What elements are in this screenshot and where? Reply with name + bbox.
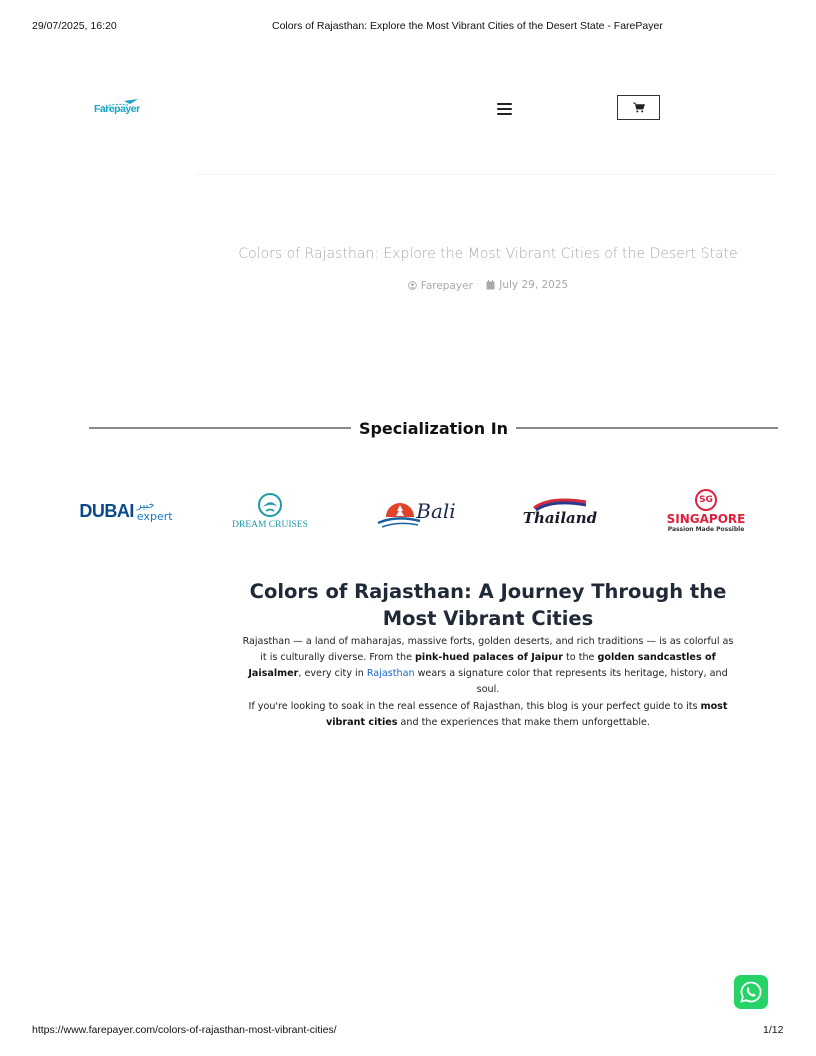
divider-left bbox=[89, 427, 351, 429]
cart-icon bbox=[633, 102, 645, 113]
whatsapp-icon bbox=[739, 980, 763, 1004]
brand-logo-dream-cruises[interactable] bbox=[224, 484, 316, 538]
article-paragraph-2: If you're looking to soak in the real essence of Rajasthan, this blog is your perfect guide to its most vibrant cities and the experiences that make them unforgettable. bbox=[248, 701, 728, 728]
logo-text: Farepayer bbox=[94, 103, 140, 115]
bali-wordmark: Bali bbox=[416, 499, 456, 523]
specialization-heading-row bbox=[89, 416, 778, 440]
print-page-number: 1/12 bbox=[763, 1024, 784, 1036]
dubai-sub: expert bbox=[136, 510, 173, 523]
brand-logo-singapore[interactable] bbox=[660, 484, 752, 538]
header-divider bbox=[195, 174, 775, 175]
author-name: Farepayer bbox=[420, 279, 473, 292]
brand-logo-dubai[interactable] bbox=[80, 484, 172, 538]
cart-button[interactable] bbox=[617, 95, 660, 120]
print-url: https://www.farepayer.com/colors-of-rajasthan-most-vibrant-cities/ bbox=[32, 1024, 337, 1036]
author-icon bbox=[408, 281, 417, 290]
article-paragraph-1: Rajasthan — a land of maharajas, massive forts, golden deserts, and rich traditions — is as colorful as it is culturally diverse. From the pink-hued palaces of Jaipur to the golden sandcastles of Jaisalmer, every city in Rajasthan wears a signature color that represents its heritage, history, and soul. bbox=[242, 636, 734, 695]
singapore-tagline: Passion Made Possible bbox=[667, 525, 745, 533]
rajasthan-link[interactable]: Rajasthan bbox=[366, 668, 415, 679]
post-date[interactable] bbox=[486, 279, 568, 291]
calendar-icon bbox=[486, 280, 495, 290]
menu-icon bbox=[497, 103, 512, 115]
specialization-heading: Specialization In bbox=[358, 418, 509, 438]
site-logo[interactable] bbox=[94, 98, 144, 120]
brand-logo-thailand[interactable] bbox=[518, 484, 602, 538]
bold-vibrant-cities: most vibrant cities bbox=[326, 701, 728, 728]
dubai-wordmark: DUBAI bbox=[79, 500, 134, 521]
article-heading: Colors of Rajasthan: A Journey Through the Most Vibrant Cities bbox=[249, 580, 727, 630]
post-meta bbox=[195, 279, 781, 293]
bold-jaisalmer: golden sandcastles of Jaisalmer bbox=[248, 652, 716, 679]
singapore-badge-icon: SG bbox=[695, 489, 717, 511]
dream-cruises-emblem-icon bbox=[256, 492, 284, 518]
dream-cruises-wordmark: DREAM CRUISES bbox=[232, 520, 308, 530]
divider-right bbox=[516, 427, 778, 429]
singapore-wordmark: SINGAPORE bbox=[666, 511, 746, 526]
post-title: Colors of Rajasthan: Explore the Most Vibrant Cities of the Desert State bbox=[238, 246, 738, 262]
dubai-arabic: خبير bbox=[136, 500, 155, 511]
brand-logo-bali[interactable] bbox=[370, 484, 462, 538]
bold-jaipur: pink-hued palaces of Jaipur bbox=[415, 652, 563, 663]
post-author[interactable] bbox=[408, 280, 473, 292]
menu-button[interactable] bbox=[497, 103, 512, 115]
print-datetime: 29/07/2025, 16:20 bbox=[32, 20, 117, 32]
date-text: July 29, 2025 bbox=[499, 279, 569, 291]
print-doc-title: Colors of Rajasthan: Explore the Most Vibrant Cities of the Desert State - FarePayer bbox=[272, 20, 663, 32]
whatsapp-button[interactable] bbox=[734, 975, 768, 1009]
thailand-wordmark: Thailand bbox=[522, 508, 598, 527]
